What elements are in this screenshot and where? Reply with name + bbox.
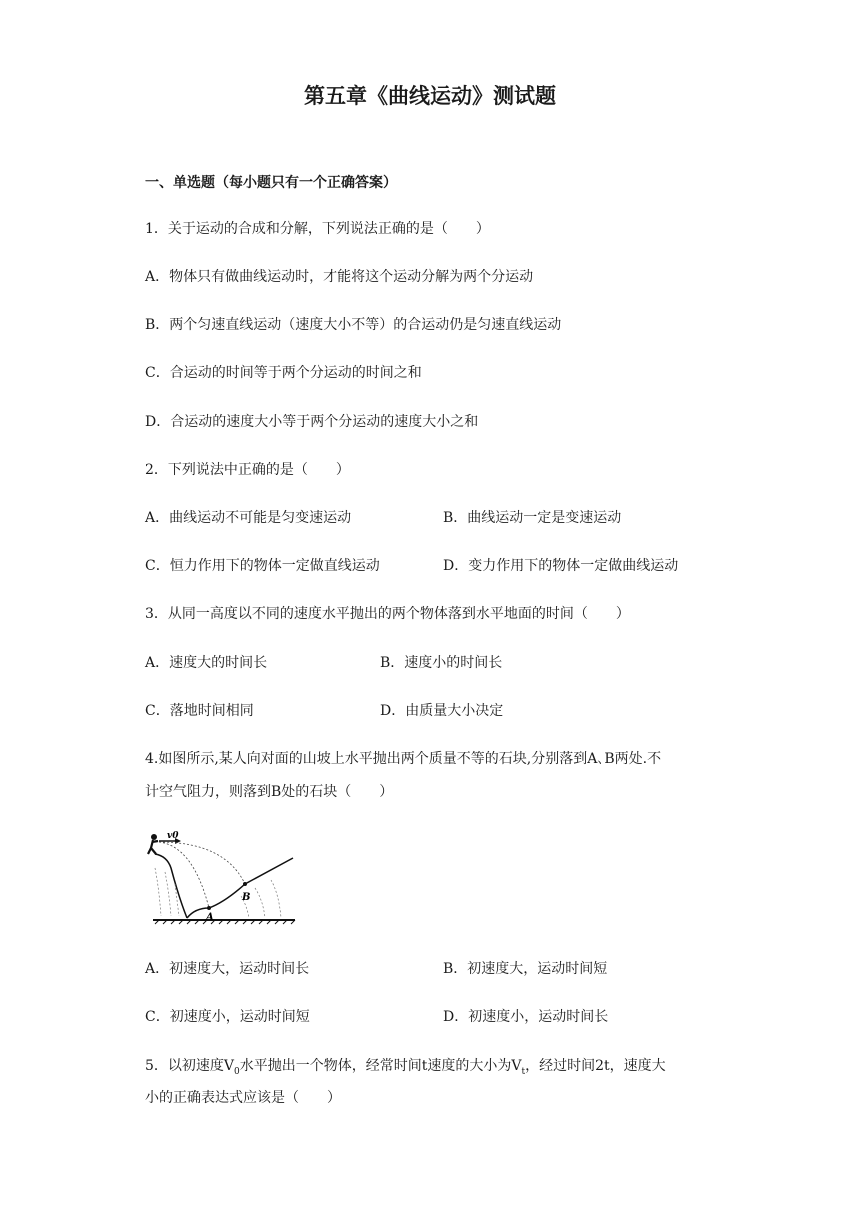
question-4-option-c: C．初速度小，运动时间短 [145,1009,310,1025]
v0-label: v0 [167,831,179,841]
question-2-option-b: B．曲线运动一定是变速运动 [443,510,622,526]
thrower-figure [148,834,158,854]
question-1-option-a: A．物体只有做曲线运动时，才能将这个运动分解为两个分运动 [145,269,534,285]
question-1-option-d: D．合运动的速度大小等于两个分运动的速度大小之和 [145,414,479,430]
question-1-option-b: B．两个匀速直线运动（速度大小不等）的合运动仍是匀速直线运动 [145,317,562,333]
question-1-stem: 1．关于运动的合成和分解，下列说法正确的是（ ） [145,221,490,237]
question-3-stem: 3．从同一高度以不同的速度水平抛出的两个物体落到水平地面的时间（ ） [145,606,630,622]
question-3-option-b: B．速度小的时间长 [380,655,503,671]
question-4-stem-line1: 4.如图所示,某人向对面的山坡上水平抛出两个质量不等的石块,分别落到A､B两处.不 [145,751,662,767]
question-2-option-a: A．曲线运动不可能是匀变速运动 [145,510,352,526]
question-4-option-b: B．初速度大，运动时间短 [443,961,608,977]
question-2-stem: 2．下列说法中正确的是（ ） [145,462,350,478]
question-3-option-a: A．速度大的时间长 [145,655,268,671]
question-1-option-c: C．合运动的时间等于两个分运动的时间之和 [145,365,422,381]
question-5-stem-line2: 小的正确表达式应该是（ ） [145,1090,341,1106]
question-2-option-d: D．变力作用下的物体一定做曲线运动 [443,558,679,574]
projectile-slope-diagram [145,828,300,928]
question-4-option-a: A．初速度大，运动时间长 [145,961,310,977]
question-5-stem-line1: 5．以初速度$V_0$水平抛出一个物体，经常时间t速度的大小为$V_t$，经过时间2t，速度大 [145,1058,666,1077]
question-4-stem-line2: 计空气阻力，则落到B处的石块（ ） [145,784,394,800]
section-heading: 一、单选题（每小题只有一个正确答案） [145,175,397,191]
question-3-option-c: C．落地时间相同 [145,703,254,719]
page-title: 第五章《曲线运动》测试题 [304,84,556,108]
question-2-option-c: C．恒力作用下的物体一定做直线运动 [145,558,380,574]
question-3-option-d: D．由质量大小决定 [380,703,504,719]
point-b-label: B [242,892,251,903]
point-a-label: A [206,912,214,923]
question-4-option-d: D．初速度小，运动时间长 [443,1009,609,1025]
